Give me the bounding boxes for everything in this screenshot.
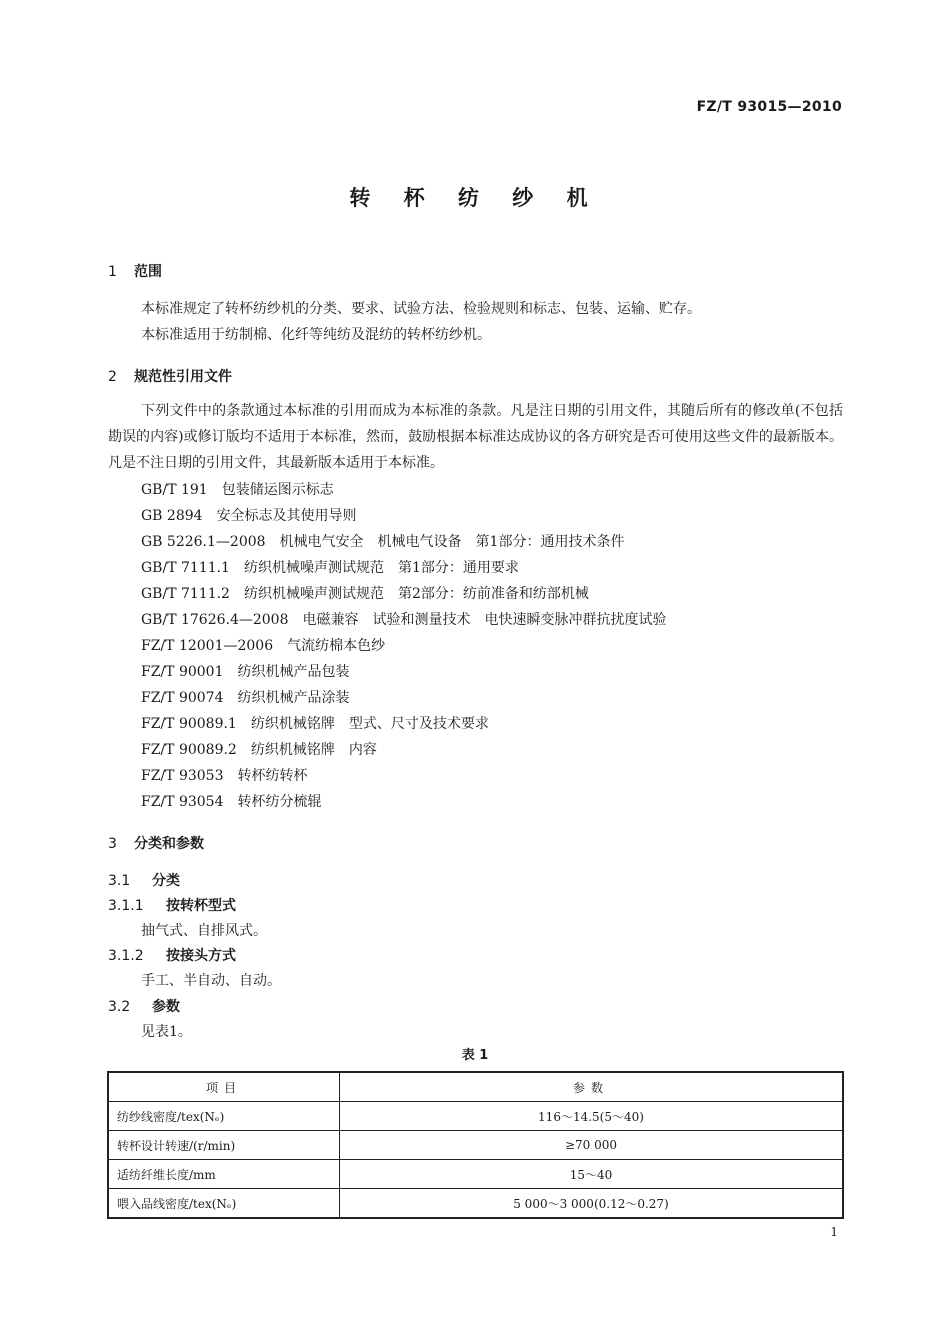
reference-title: 电磁兼容 试验和测量技术 电快速瞬变脉冲群抗扰度试验 <box>302 612 667 628</box>
subsection-3-2-heading <box>108 996 180 1016</box>
reference-item <box>141 529 667 555</box>
table-cell-value: ≥70 000 <box>340 1131 844 1160</box>
reference-item <box>141 555 667 581</box>
table-cell-value: 15～40 <box>340 1160 844 1189</box>
reference-list <box>141 477 667 815</box>
reference-title: 安全标志及其使用导则 <box>216 508 357 524</box>
reference-code: FZ/T 90089.2 <box>141 742 237 758</box>
scope-paragraph: 本标准适用于纺制棉、化纤等纯纺及混纺的转杯纺纱机。 <box>141 327 491 343</box>
reference-title: 纺织机械铭牌 内容 <box>250 742 377 758</box>
section-2-heading <box>108 366 232 386</box>
reference-item <box>141 659 667 685</box>
table-row <box>108 1131 843 1160</box>
reference-title: 纺织机械噪声测试规范 第1部分：通用要求 <box>243 560 519 576</box>
reference-item <box>141 789 667 815</box>
reference-code: GB/T 7111.2 <box>141 586 230 602</box>
reference-item <box>141 737 667 763</box>
subsection-3-1-heading <box>108 870 180 890</box>
page-number: 1 <box>830 1225 838 1239</box>
subsection-3-1-1-heading <box>108 895 236 915</box>
reference-title: 转杯纺分梳辊 <box>237 794 322 810</box>
reference-code: GB/T 191 <box>141 482 208 498</box>
reference-title: 纺织机械噪声测试规范 第2部分：纺前准备和纺部机械 <box>243 586 589 602</box>
section-title: 规范性引用文件 <box>134 369 232 385</box>
table-row <box>108 1160 843 1189</box>
table-cell-value: 5 000～3 000(0.12～0.27) <box>340 1189 844 1219</box>
section-number: 3 <box>108 836 117 852</box>
table-cell-item: 适纺纤维长度/mm <box>108 1160 340 1189</box>
reference-code: FZ/T 93053 <box>141 768 224 784</box>
reference-item <box>141 607 667 633</box>
scope-paragraph: 本标准规定了转杯纺纱机的分类、要求、试验方法、检验规则和标志、包装、运输、贮存。 <box>141 301 701 317</box>
table-cell-item: 喂入品线密度/tex(Nₑ) <box>108 1189 340 1219</box>
subsection-number: 3.1.1 <box>108 898 144 914</box>
reference-code: GB/T 17626.4—2008 <box>141 612 289 628</box>
table-cell-item: 纺纱线密度/tex(Nₑ) <box>108 1102 340 1131</box>
reference-item <box>141 581 667 607</box>
section-number: 1 <box>108 264 117 280</box>
table-cell-item: 转杯设计转速/(r/min) <box>108 1131 340 1160</box>
reference-title: 转杯纺转杯 <box>237 768 308 784</box>
references-intro: 下列文件中的条款通过本标准的引用而成为本标准的条款。凡是注日期的引用文件，其随后所有的修改单(不包括勘误的内容)或修订版均不适用于本标准，然而，鼓励根据本标准达成协议的各方研究是否可使用这些文件的最新版本。凡是不注日期的引用文件，其最新版本适用于本标准。 <box>108 403 843 471</box>
subsection-title: 参数 <box>152 999 180 1015</box>
reference-code: FZ/T 90074 <box>141 690 224 706</box>
subsection-title: 按转杯型式 <box>166 898 236 914</box>
section-number: 2 <box>108 369 117 385</box>
table-caption: 表 1 <box>461 1048 489 1063</box>
table-header-row <box>108 1072 843 1102</box>
reference-item <box>141 633 667 659</box>
subsection-text: 见表1。 <box>141 1024 192 1040</box>
subsection-3-1-2-heading <box>108 945 236 965</box>
subsection-text: 抽气式、自排风式。 <box>141 923 267 939</box>
subsection-number: 3.2 <box>108 999 131 1015</box>
section-1-heading <box>108 261 162 281</box>
reference-title: 气流纺棉本色纱 <box>287 638 386 654</box>
reference-code: FZ/T 90089.1 <box>141 716 237 732</box>
table-row <box>108 1102 843 1131</box>
table-header: 项目 <box>108 1072 340 1102</box>
reference-item <box>141 711 667 737</box>
reference-item <box>141 503 667 529</box>
reference-title: 机械电气安全 机械电气设备 第1部分：通用技术条件 <box>279 534 625 550</box>
table-cell-value: 116～14.5(5～40) <box>340 1102 844 1131</box>
reference-item <box>141 685 667 711</box>
reference-title: 纺织机械产品涂装 <box>237 690 350 706</box>
reference-item <box>141 477 667 503</box>
subsection-number: 3.1 <box>108 873 131 889</box>
reference-code: GB/T 7111.1 <box>141 560 230 576</box>
section-title: 范围 <box>134 264 162 280</box>
reference-code: GB 2894 <box>141 508 203 524</box>
subsection-number: 3.1.2 <box>108 948 144 964</box>
reference-title: 纺织机械铭牌 型式、尺寸及技术要求 <box>250 716 489 732</box>
reference-title: 纺织机械产品包装 <box>237 664 350 680</box>
subsection-title: 分类 <box>152 873 180 889</box>
reference-code: FZ/T 90001 <box>141 664 224 680</box>
table-header: 参数 <box>340 1072 844 1102</box>
table-row <box>108 1189 843 1219</box>
subsection-text: 手工、半自动、自动。 <box>141 973 281 989</box>
reference-title: 包装储运图示标志 <box>221 482 334 498</box>
reference-code: FZ/T 12001—2006 <box>141 638 274 654</box>
reference-code: FZ/T 93054 <box>141 794 224 810</box>
section-title: 分类和参数 <box>134 836 204 852</box>
document-title: 转 杯 纺 纱 机 <box>349 186 601 210</box>
reference-item <box>141 763 667 789</box>
section-3-heading <box>108 833 204 853</box>
subsection-title: 按接头方式 <box>166 948 236 964</box>
reference-code: GB 5226.1—2008 <box>141 534 266 550</box>
standard-code: FZ/T 93015—2010 <box>696 99 842 115</box>
parameters-table <box>107 1071 844 1219</box>
